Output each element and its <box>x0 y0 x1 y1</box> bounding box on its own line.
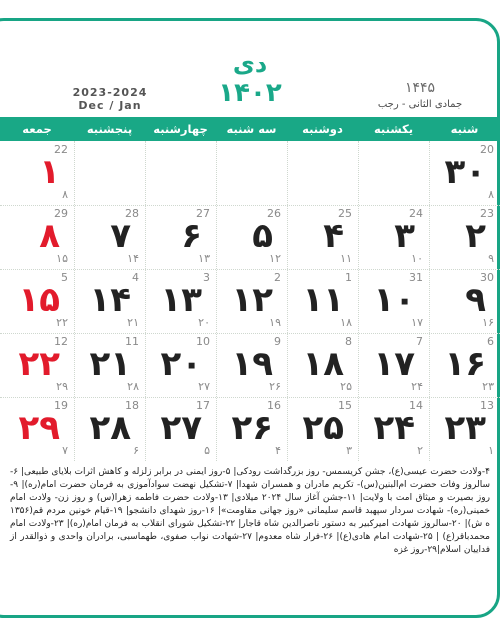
hijri-day: ۲۳ <box>482 380 494 393</box>
hijri-day: ۱۶ <box>482 316 494 329</box>
hijri-day: ۲۶ <box>269 380 281 393</box>
gregorian-day: 4 <box>132 271 139 284</box>
gregorian-day: 29 <box>54 207 68 220</box>
gregorian-day: 5 <box>61 271 68 284</box>
day-cell[interactable] <box>0 269 74 333</box>
year-hijri: ۱۴۴۵ <box>404 80 436 96</box>
gregorian-day: 24 <box>409 207 423 220</box>
gregorian-day: 28 <box>125 207 139 220</box>
day-cell[interactable] <box>145 333 216 397</box>
shamsi-day: ۲۱ <box>89 344 131 384</box>
day-cell[interactable] <box>145 205 216 269</box>
hijri-day: ۱۷ <box>411 316 423 329</box>
year-gregorian: 2023-2024 <box>72 86 148 99</box>
weekday-sunday: یکشنبه <box>373 122 414 136</box>
day-cell[interactable] <box>358 333 429 397</box>
weekday-monday: دوشنبه <box>302 122 343 136</box>
gregorian-day: 15 <box>338 399 352 412</box>
day-cell[interactable] <box>0 397 74 461</box>
shamsi-day: ۱۶ <box>444 344 486 384</box>
hijri-day: ۱۹ <box>269 316 281 329</box>
hijri-day: ۲ <box>417 444 423 457</box>
shamsi-day: ۲۷ <box>160 408 202 448</box>
hijri-day: ۱۸ <box>340 316 352 329</box>
hijri-day: ۲۰ <box>198 316 210 329</box>
day-cell[interactable] <box>358 397 429 461</box>
day-cell[interactable] <box>74 397 145 461</box>
day-cell[interactable] <box>216 397 287 461</box>
gregorian-day: 22 <box>54 143 68 156</box>
gregorian-day: 19 <box>54 399 68 412</box>
day-cell[interactable] <box>287 397 358 461</box>
shamsi-day: ۲۶ <box>231 408 273 448</box>
hijri-day: ۸ <box>488 188 494 201</box>
shamsi-day: ۲۳ <box>444 408 486 448</box>
shamsi-day: ۱ <box>39 152 60 192</box>
gregorian-day: 2 <box>274 271 281 284</box>
weekday-tuesday: سه شنبه <box>226 122 277 136</box>
hijri-day: ۲۹ <box>56 380 68 393</box>
day-cell[interactable] <box>145 269 216 333</box>
day-cell[interactable] <box>429 397 500 461</box>
hijri-day: ۹ <box>488 252 494 265</box>
shamsi-day: ۱۷ <box>373 344 415 384</box>
hijri-day: ۱۳ <box>198 252 210 265</box>
shamsi-day: ۱۸ <box>302 344 344 384</box>
shamsi-day: ۲۸ <box>89 408 131 448</box>
hijri-day: ۲۸ <box>127 380 139 393</box>
gregorian-day: 16 <box>267 399 281 412</box>
year-shamsi: ۱۴۰۲ <box>218 78 282 108</box>
hijri-day: ۱۵ <box>56 252 68 265</box>
weekday-saturday: شنبه <box>450 122 479 136</box>
hijri-day: ۲۱ <box>127 316 139 329</box>
gregorian-day: 6 <box>487 335 494 348</box>
hijri-day: ۴ <box>275 444 281 457</box>
shamsi-day: ۷ <box>110 216 131 256</box>
shamsi-day: ۱۳ <box>160 280 202 320</box>
day-cell[interactable] <box>74 333 145 397</box>
day-cell[interactable] <box>429 269 500 333</box>
hijri-months: جمادی الثانی - رجب <box>377 99 463 110</box>
hijri-day: ۱۲ <box>269 252 281 265</box>
gregorian-day: 31 <box>409 271 423 284</box>
gregorian-day: 20 <box>480 143 494 156</box>
gregorian-day: 30 <box>480 271 494 284</box>
shamsi-day: ۲۹ <box>18 408 60 448</box>
gregorian-day: 13 <box>480 399 494 412</box>
hijri-day: ۲۲ <box>56 316 68 329</box>
gregorian-day: 10 <box>196 335 210 348</box>
weekday-thursday: پنجشنبه <box>86 122 133 136</box>
day-cell[interactable] <box>0 141 74 205</box>
day-cell[interactable] <box>74 269 145 333</box>
gregorian-day: 27 <box>196 207 210 220</box>
gregorian-day: 25 <box>338 207 352 220</box>
shamsi-day: ۳۰ <box>444 152 486 192</box>
day-cell[interactable] <box>287 269 358 333</box>
hijri-day: ۶ <box>133 444 139 457</box>
weekday-friday: جمعه <box>22 122 52 136</box>
shamsi-day: ۹ <box>465 280 486 320</box>
shamsi-day: ۱۵ <box>18 280 60 320</box>
occasions-text: ۴-ولادت حضرت عیسی(ع)، جشن کریسمس- روز بزرگداشت رودکی| ۵-روز ایمنی در برابر زلزله و کاهش اثرات بلایای طبیعی| ۶-سالروز وفات حضرت ام‌البنین(س)- تکریم مادران و همسران شهدا| ۷-تشکیل نهضت سوادآموزی به فرمان حضرت امام(ره)| ۹-روز بصیرت و میثاق امت با ولایت| ۱۱-جشن آغاز سال ۲۰۲۴ میلادی| ۱۳-ولادت حضرت فاطمه زهرا(س) و روز زن- ولادت امام خمینی(ره)- شهادت سردار سپهبد قاسم سلیمانی «روز جهانی مقاومت»| ۱۶-روز شهدای دانشجو| ۱۹-قیام خونین مردم قم(۱۳۵۶ ه ش)| ۲۰-سالروز شهادت امیرکبیر به دستور ناصرالدین شاه قاجار| ۲۲-تشکیل شورای انقلاب به فرمان امام(ره)| ۲۳-ولادت امام محمدباقر(ع) | ۲۵-شهادت امام هادی(ع)| ۲۶-فرار شاه معدوم| ۲۷-شهادت نواب صفوی، طهماسبی، برادران واحدی و ذوالقدر از فداییان اسلام|۲۹-روز غزه <box>10 467 490 555</box>
gregorian-day: 8 <box>345 335 352 348</box>
shamsi-day: ۲ <box>465 216 486 256</box>
shamsi-day: ۲۴ <box>373 408 415 448</box>
month-title: دی <box>232 50 268 78</box>
day-cell[interactable] <box>429 333 500 397</box>
day-cell[interactable] <box>287 333 358 397</box>
gregorian-day: 23 <box>480 207 494 220</box>
gregorian-months: Dec / Jan <box>78 99 142 112</box>
shamsi-day: ۳ <box>394 216 415 256</box>
hijri-day: ۷ <box>62 444 68 457</box>
weekday-wednesday: چهارشنبه <box>153 122 208 136</box>
day-cell[interactable] <box>216 205 287 269</box>
gregorian-day: 1 <box>345 271 352 284</box>
shamsi-day: ۲۵ <box>302 408 344 448</box>
day-cell[interactable] <box>358 205 429 269</box>
hijri-day: ۱۰ <box>411 252 423 265</box>
shamsi-day: ۱۰ <box>373 280 415 320</box>
gregorian-day: 7 <box>416 335 423 348</box>
weekday-header <box>0 117 500 141</box>
days-grid <box>0 141 500 461</box>
gregorian-day: 14 <box>409 399 423 412</box>
gregorian-day: 26 <box>267 207 281 220</box>
hijri-day: ۸ <box>62 188 68 201</box>
shamsi-day: ۲۲ <box>18 344 60 384</box>
shamsi-day: ۱۴ <box>89 280 131 320</box>
gregorian-day: 3 <box>203 271 210 284</box>
shamsi-day: ۸ <box>39 216 60 256</box>
day-cell[interactable] <box>429 205 500 269</box>
shamsi-day: ۴ <box>323 216 344 256</box>
shamsi-day: ۱۹ <box>231 344 273 384</box>
gregorian-day: 17 <box>196 399 210 412</box>
day-cell[interactable] <box>74 205 145 269</box>
hijri-day: ۱۱ <box>340 252 352 265</box>
day-cell[interactable] <box>429 141 500 205</box>
gregorian-day: 11 <box>125 335 139 348</box>
day-cell[interactable] <box>216 333 287 397</box>
day-cell[interactable] <box>216 269 287 333</box>
hijri-day: ۵ <box>204 444 210 457</box>
shamsi-day: ۶ <box>181 216 202 256</box>
day-cell[interactable] <box>358 269 429 333</box>
hijri-day: ۲۴ <box>411 380 423 393</box>
shamsi-day: ۱۱ <box>302 280 344 320</box>
day-cell[interactable] <box>0 333 74 397</box>
hijri-day: ۳ <box>346 444 352 457</box>
gregorian-day: 9 <box>274 335 281 348</box>
hijri-day: ۲۷ <box>198 380 210 393</box>
gregorian-day: 12 <box>54 335 68 348</box>
hijri-day: ۱ <box>488 444 494 457</box>
shamsi-day: ۵ <box>252 216 273 256</box>
day-cell[interactable] <box>0 205 74 269</box>
shamsi-day: ۲۰ <box>160 344 202 384</box>
hijri-day: ۱۴ <box>127 252 139 265</box>
gregorian-day: 18 <box>125 399 139 412</box>
shamsi-day: ۱۲ <box>231 280 273 320</box>
day-cell[interactable] <box>145 397 216 461</box>
day-cell[interactable] <box>287 205 358 269</box>
hijri-day: ۲۵ <box>340 380 352 393</box>
